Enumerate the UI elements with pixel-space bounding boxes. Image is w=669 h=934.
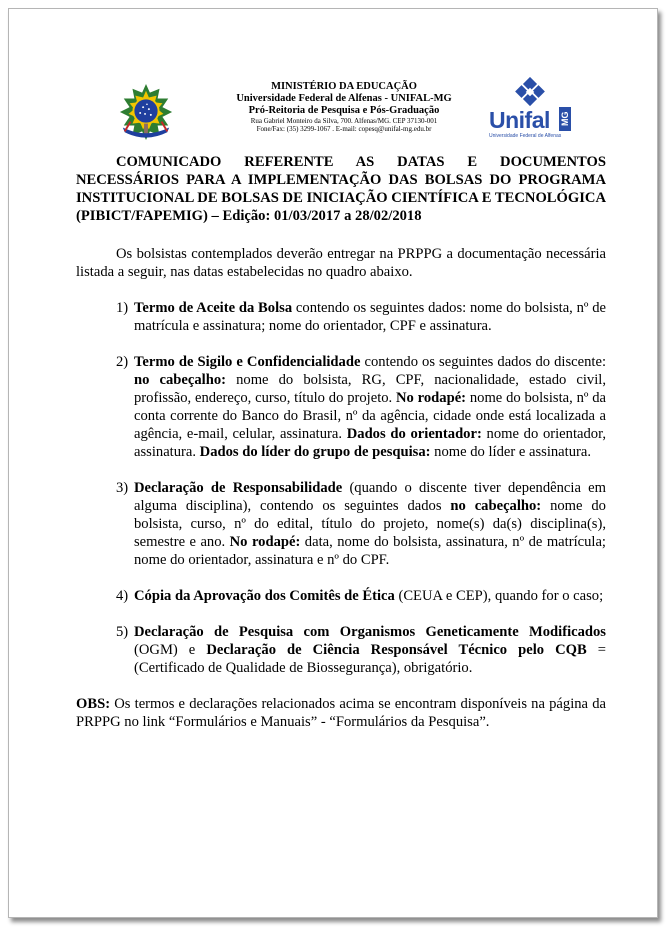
unifal-logo <box>489 77 574 141</box>
intro-paragraph: Os bolsistas contemplados deverão entregar na PRPPG a documentação necessária listada a seguir, nas datas estabelecidas no quadro abaixo. <box>76 246 606 280</box>
ministry-name: MINISTÉRIO DA EDUCAÇÃO <box>271 81 417 92</box>
list-item-4: 4) Cópia da Aprovação dos Comitês de Ética (CEUA e CEP), quando for o caso; <box>116 588 604 604</box>
list-item-3: 3) Declaração de Responsabilidade (quando o discente tiver dependência em alguma disciplina), contendo os seguintes dados no cabeçalho: nome do bolsista, curso, nº do edital, título do projeto, nome(s) da(s) disciplina(s), semestre e ano. No rodapé: data, nome do bolsista, assinatura, nº de matrícula; nome do orientador, assinatura e nº do CPF. <box>116 480 606 568</box>
contact-info: Fone/Fax: (35) 3299-1067 . E-mail: copesq@unifal-mg.edu.br <box>256 125 432 134</box>
obs-note: OBS: Os termos e declarações relacionados acima se encontram disponíveis na página da PRPPG no link “Formulários e Manuais” - “Formulários da Pesquisa”. <box>76 696 606 730</box>
logo-subtitle: Universidade Federal de Alfenas <box>489 133 562 139</box>
brazil-coat-of-arms-icon <box>117 83 175 141</box>
unifal-mark-icon <box>511 77 551 107</box>
logo-wordmark: Unifal <box>489 107 550 133</box>
letterhead-text <box>209 81 479 133</box>
document-body <box>76 153 606 731</box>
page-title: COMUNICADO REFERENTE AS DATAS E DOCUMENTOS NECESSÁRIOS PARA A IMPLEMENTAÇÃO DAS BOLSAS DO PROGRAMA INSTITUCIONAL DE BOLSAS DE INICIAÇÃO CIENTÍFICA E TECNOLÓGICA (PIBICT/FAPEMIG) – Edição: 01/03/2017 a 28/02/2018 <box>76 154 606 224</box>
letterhead <box>9 75 657 145</box>
list-item-2: 2) Termo de Sigilo e Confidencialidade contendo os seguintes dados do discente: no cabeçalho: nome do bolsista, RG, CPF, nacionalidade, estado civil, profissão, endereço, curso, título do projeto. No rodapé: nome do bolsista, nº da conta corrente do Banco do Brasil, nº da agência, cidade onde está localizada a agência, e-mail, celular, assinatura. Dados do orientador: nome do orientador, assinatura. Dados do líder do grupo de pesquisa: nome do líder e assinatura. <box>116 354 607 460</box>
logo-mg-tag: MG <box>559 107 571 131</box>
list-item-5: 5) Declaração de Pesquisa com Organismos Geneticamente Modificados (OGM) e Declaração de Ciência Responsável Técnico pelo CQB = (Certificado de Qualidade de Biossegurança), obrigatório. <box>116 624 606 676</box>
department-name: Pró-Reitoria de Pesquisa e Pós-Graduação <box>248 105 440 117</box>
list-item-1: 1) Termo de Aceite da Bolsa contendo os seguintes dados: nome do bolsista, nº de matrícula e assinatura; nome do orientador, CPF e assinatura. <box>116 300 606 334</box>
university-name: Universidade Federal de Alfenas - UNIFAL-MG <box>236 93 452 105</box>
requirements-list <box>76 299 606 677</box>
document-page <box>8 8 658 918</box>
address: Rua Gabriel Monteiro da Silva, 700. Alfenas/MG. CEP 37130-001 <box>250 117 438 126</box>
